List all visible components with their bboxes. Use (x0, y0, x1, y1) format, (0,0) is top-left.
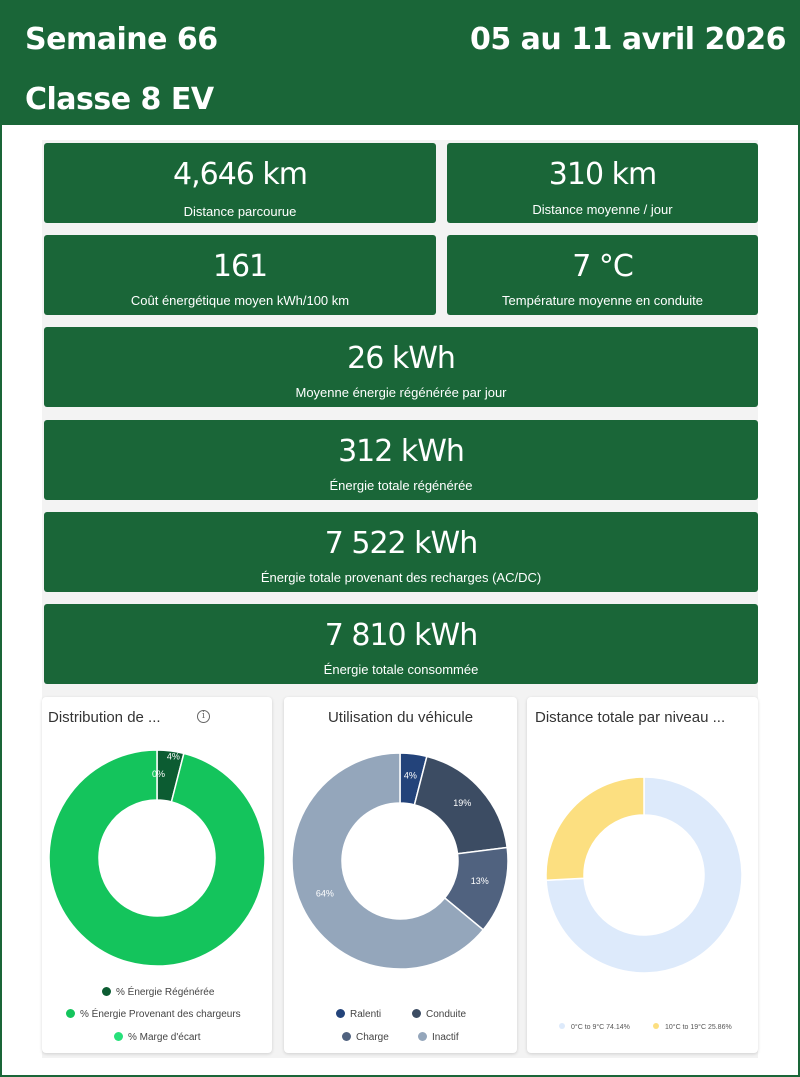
legend-item (559, 1023, 630, 1031)
kpi-value: 161 (212, 249, 268, 284)
legend-swatch (114, 1032, 123, 1041)
legend-swatch (559, 1023, 565, 1029)
chart-card-temp-distance (527, 697, 758, 1053)
kpi-value: 7 522 kWh (324, 526, 478, 561)
kpi-value: 312 kWh (338, 434, 464, 469)
dashboard-content (2, 125, 798, 1075)
chart-title: Utilisation du véhicule (327, 709, 474, 726)
legend-item (102, 987, 214, 998)
kpi-label: Température moyenne en conduite (502, 293, 703, 308)
legend-item (653, 1023, 732, 1031)
mild-range-slice[interactable] (546, 777, 644, 880)
legend-swatch (342, 1032, 351, 1041)
charge-data-label: 13% (470, 876, 489, 887)
legend-label: Conduite (426, 1009, 467, 1020)
regen-data-label: 4% (166, 751, 180, 762)
kpi-label: Distance parcourue (183, 204, 297, 219)
info-icon[interactable]: i (197, 710, 210, 723)
kpi-value: 310 km (548, 157, 657, 192)
distribution-donut-chart (42, 737, 272, 977)
chart-card-usage (284, 697, 517, 1053)
kpi-charge-total (44, 512, 758, 592)
chart-title: Distance totale par niveau ... (535, 709, 726, 726)
kpi-distance (44, 143, 436, 223)
kpi-energy-cost (44, 235, 436, 315)
legend-label: Charge (356, 1032, 389, 1043)
legend-swatch (418, 1032, 427, 1041)
week-label: Semaine 66 (25, 22, 218, 57)
legend-label: 0°C to 9°C 74.14% (571, 1024, 630, 1031)
legend-swatch (66, 1009, 75, 1018)
legend-item (114, 1032, 201, 1043)
kpi-avg-distance (447, 143, 758, 223)
kpi-consumed-total (44, 604, 758, 684)
kpi-label: Coût énergétique moyen kWh/100 km (130, 293, 350, 308)
legend-label: Inactif (432, 1032, 459, 1043)
legend-swatch (336, 1009, 345, 1018)
kpi-regen-total (44, 420, 758, 500)
legend-label: % Énergie Régénérée (116, 987, 215, 998)
usage-donut-chart (284, 737, 517, 977)
dashboard-panel (42, 140, 758, 1058)
legend-item (418, 1032, 459, 1043)
kpi-value: 26 kWh (347, 341, 455, 376)
vehicle-class-label: Classe 8 EV (25, 82, 214, 117)
legend-label: 10°C to 19°C 25.86% (665, 1024, 732, 1031)
conduite-data-label: 19% (453, 798, 472, 809)
legend-swatch (102, 987, 111, 996)
margin-data-label: 0% (152, 769, 166, 779)
legend-swatch (653, 1023, 659, 1029)
date-range: 05 au 11 avril 2026 (469, 22, 786, 57)
legend-label: Ralenti (350, 1009, 382, 1020)
kpi-value: 7 °C (572, 249, 633, 284)
ralenti-data-label: 4% (403, 770, 417, 781)
legend-item (66, 1009, 241, 1020)
chargers-slice[interactable] (49, 750, 265, 966)
kpi-label: Énergie totale régénérée (329, 478, 473, 493)
legend-label: % Énergie Provenant des chargeurs (80, 1009, 241, 1020)
legend-item (412, 1009, 466, 1020)
kpi-label: Distance moyenne / jour (532, 202, 673, 217)
legend-label: % Marge d'écart (128, 1032, 201, 1043)
kpi-label: Énergie totale consommée (323, 662, 479, 677)
legend-item (342, 1032, 389, 1043)
kpi-value: 7 810 kWh (324, 618, 478, 653)
legend-swatch (412, 1009, 421, 1018)
kpi-value: 4,646 km (172, 157, 308, 192)
inactif-data-label: 64% (315, 888, 334, 899)
legend-item (336, 1009, 381, 1020)
kpi-label: Moyenne énergie régénérée par jour (295, 385, 507, 400)
kpi-regen-per-day (44, 327, 758, 407)
page-header (0, 0, 800, 125)
temp-distance-donut-chart (527, 737, 758, 977)
chart-title: Distribution de ... (48, 709, 161, 726)
chart-card-distribution (42, 697, 272, 1053)
kpi-label: Énergie totale provenant des recharges (AC/DC) (260, 570, 542, 585)
kpi-avg-temperature (447, 235, 758, 315)
